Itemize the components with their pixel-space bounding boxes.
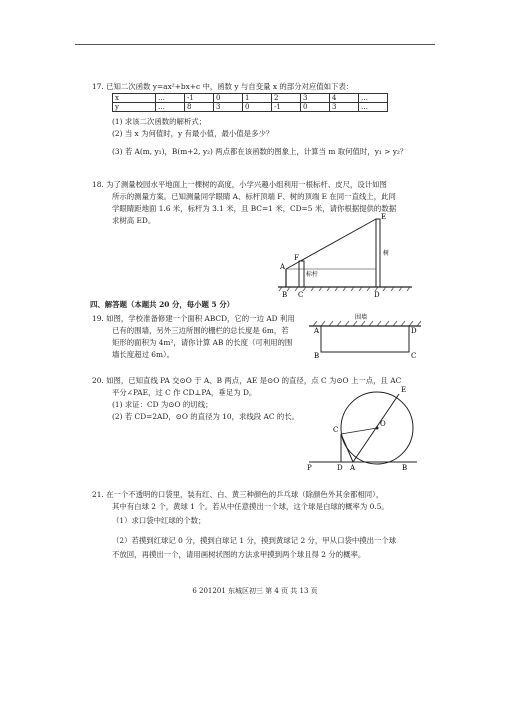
section-four-heading: 四、解答题（本题共 20 分，每小题 5 分） — [90, 300, 234, 309]
table-cell: … — [359, 103, 388, 112]
table-cell: 3 — [301, 94, 330, 103]
q21-line3: （1）求口袋中红球的个数； — [112, 516, 206, 525]
q19-label-d: D — [411, 327, 417, 335]
q18-label-e: E — [381, 213, 387, 221]
q19-label-a: A — [314, 327, 320, 335]
q18-label-a: A — [280, 263, 286, 271]
q18-label-c: C — [298, 291, 304, 299]
q19-line1: 19. 如图，学校准备修建一个面积 ABCD，它的一边 AD 利用 — [92, 314, 295, 323]
q18-line2: 所示的测量方案。已知测量同学眼睛 A、标杆顶端 F、树的顶端 E 在同一直线上，此同 — [112, 192, 396, 201]
table-cell: … — [156, 94, 185, 103]
q19-line2: 已有的围墙，另外三边所围的栅栏的总长度是 6m，若 — [112, 326, 289, 335]
top-rule — [75, 44, 435, 45]
table-cell: x — [113, 94, 156, 103]
q20-line4: (2) 若 CD=2AD，⊙O 的直径为 10，求线段 AC 的长。 — [112, 412, 300, 421]
q20-label-a: A — [350, 464, 356, 472]
q18-line3: 学眼睛距地面 1.6 米，标杆为 3.1 米，且 BC=1 米，CD=5 米，请你根据提供的数据 — [112, 204, 397, 213]
table-cell: 0 — [243, 103, 272, 112]
table-cell: 8 — [185, 103, 214, 112]
table-cell: 2 — [272, 94, 301, 103]
q20-label-p: P — [307, 464, 312, 472]
q19-label-wall: 围墙 — [355, 314, 368, 321]
q18-label-d: D — [374, 291, 380, 299]
q17-part2: (2) 当 x 为何值时，y 有最小值，最小值是多少？ — [112, 129, 274, 138]
q21-line1: 21. 在一个不透明的口袋里，装有红、白、黄三种颜色的乒乓球（除颜色外其余都相同）， — [92, 490, 384, 499]
q20-figure — [305, 382, 423, 472]
table-cell: -1 — [185, 94, 214, 103]
q18-label-tree: 树 — [383, 250, 390, 257]
q20-label-d: D — [337, 464, 343, 472]
q21-line5: 不放回，再摸出一个，请用画树状图的方法求甲摸到两个球且得 2 分的概率。 — [112, 550, 366, 559]
q17-part3: (3) 若 A(m, y₁)，B(m+2, y₂) 两点都在该函数的图象上，计算当 m 取何值时，y₁ > y₂？ — [112, 147, 408, 156]
table-cell: 0 — [301, 103, 330, 112]
q19-figure — [305, 312, 425, 364]
table-cell: y — [113, 103, 156, 112]
q18-label-pole: 标杆 — [306, 271, 319, 278]
q20-line2: 平分∠PAE，过 C 作 CD⊥PA，垂足为 D。 — [112, 388, 257, 397]
q17-stem: 17. 已知二次函数 y=ax²+bx+c 中，函数 y 与自变量 x 的部分对应值如下表： — [92, 82, 354, 91]
q18-label-f: F — [294, 254, 299, 262]
table-cell: 1 — [243, 94, 272, 103]
q20-line3: (1) 求证：CD 为⊙O 的切线； — [112, 400, 213, 409]
q18-line1: 18. 为了测量校园水平地面上一棵树的高度，小学兴趣小组利用一根标杆、皮尺，设计如图 — [92, 180, 387, 189]
q18-line4: 求树高 ED。 — [112, 216, 156, 225]
q21-line2: 其中有白球 2 个，黄球 1 个。若从中任意摸出一个球，这个球是白球的概率为 0.5。 — [112, 502, 389, 511]
q20-label-o: O — [380, 420, 386, 428]
q18-figure — [270, 210, 420, 300]
q21-line4: （2）若摸到红球记 0 分，摸到白球记 1 分，摸到黄球记 2 分，甲从口袋中摸出一个球 — [112, 536, 397, 545]
q17-value-table — [112, 93, 388, 112]
q20-label-c: C — [333, 426, 339, 434]
table-cell: 3 — [214, 103, 243, 112]
q19-label-b: B — [314, 352, 320, 360]
table-cell: -1 — [272, 103, 301, 112]
page-footer: 6 201201 东城区初三 第 4 页 共 13 页 — [192, 587, 318, 595]
q17-part1: (1) 求该二次函数的解析式； — [112, 117, 207, 126]
q20-label-b: B — [402, 464, 408, 472]
q20-line1: 20. 如图，已知直线 PA 交⊙O 于 A、B 两点，AE 是⊙O 的直径，点 C 为⊙O 上一点，且 AC — [92, 376, 402, 385]
table-cell: … — [156, 103, 185, 112]
q19-label-c: C — [411, 352, 417, 360]
q19-line4: 墙长度超过 6m）。 — [112, 350, 175, 359]
table-cell: 3 — [330, 103, 359, 112]
table-cell: 4 — [330, 94, 359, 103]
table-cell: … — [359, 94, 388, 103]
table-row — [113, 103, 388, 112]
q20-label-e: E — [401, 386, 407, 394]
table-cell: 0 — [214, 94, 243, 103]
table-row — [113, 94, 388, 103]
q19-line3: 矩形的面积为 4m²，请你计算 AB 的长度（可利用的围 — [112, 338, 293, 347]
q18-label-b: B — [282, 291, 288, 299]
